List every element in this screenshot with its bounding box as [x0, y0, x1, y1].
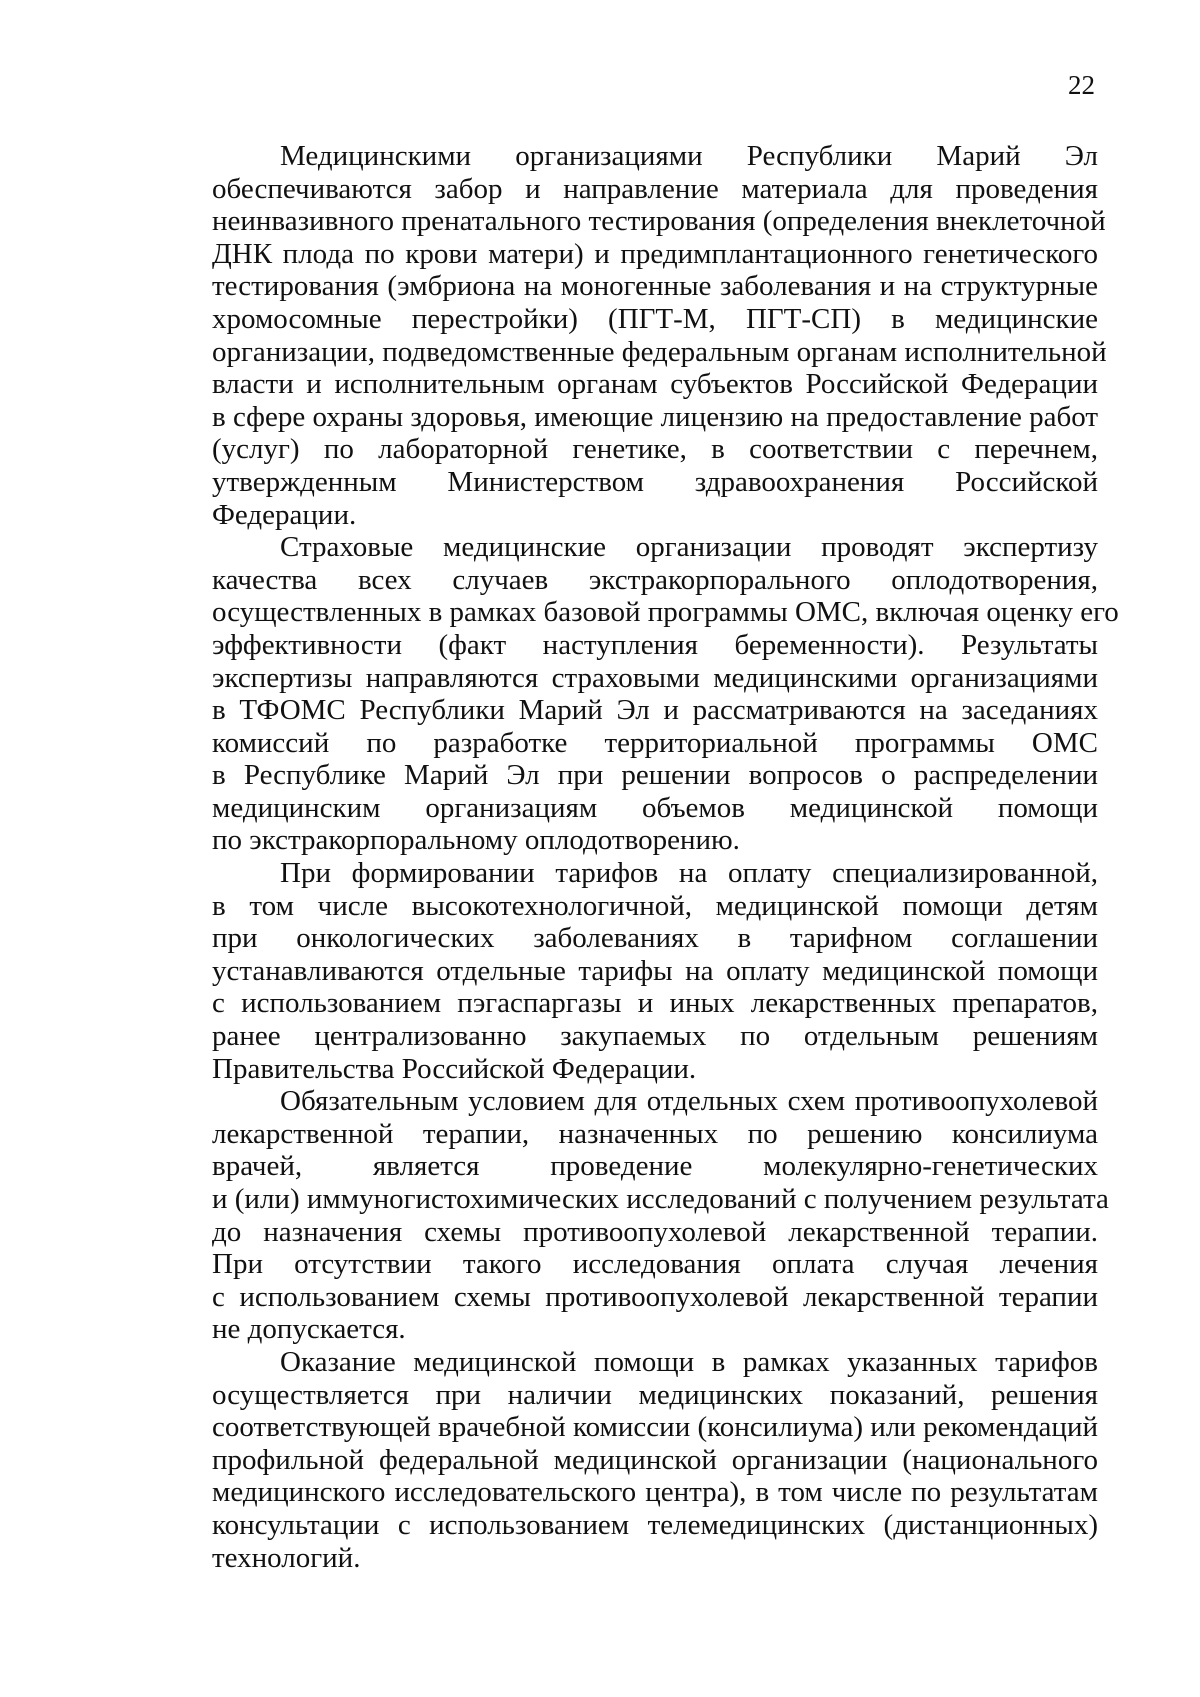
text-line: при онкологических заболеваниях в тарифном соглашении	[212, 922, 1098, 955]
text-line: профильной федеральной медицинской организации (национального	[212, 1443, 1098, 1476]
text-line: соответствующей врачебной комиссии (консилиума) или рекомендаций	[212, 1411, 1098, 1444]
text-line: с использованием пэгаспаргазы и иных лекарственных препаратов,	[212, 987, 1098, 1020]
text-line: Медицинскими организациями Республики Марий Эл	[280, 140, 1098, 172]
text-line: Страховые медицинские организации проводят экспертизу	[280, 531, 1098, 564]
text-line: (услуг) по лабораторной генетике, в соответствии с перечнем,	[212, 433, 1098, 466]
text-line: осуществленных в рамках базовой программы ОМС, включая оценку его	[212, 596, 1119, 629]
text-line: и (или) иммуногистохимических исследований с получением результата	[212, 1183, 1109, 1215]
paragraph	[212, 140, 1107, 531]
text-line: в ТФОМС Республики Марий Эл и рассматриваются на заседаниях	[212, 694, 1098, 727]
text-line: тестирования (эмбриона на моногенные заболевания и на структурные	[212, 270, 1098, 303]
text-line: Правительства Российской Федерации.	[212, 1052, 697, 1085]
text-line: в том числе высокотехнологичной, медицинской помощи детям	[212, 889, 1098, 922]
text-line: до назначения схемы противоопухолевой лекарственной терапии.	[212, 1215, 1098, 1248]
text-line: устанавливаются отдельные тарифы на оплату медицинской помощи	[212, 954, 1098, 987]
text-line: хромосомные перестройки) (ПГТ-М, ПГТ-СП) в медицинские	[212, 302, 1098, 335]
text-line: При отсутствии такого исследования оплата случая лечения	[212, 1248, 1098, 1281]
text-line: ДНК плода по крови матери) и предимплантационного генетического	[212, 237, 1098, 270]
text-line: Обязательным условием для отдельных схем противоопухолевой	[280, 1085, 1098, 1118]
page-number: 22	[1068, 70, 1095, 100]
text-line: осуществляется при наличии медицинских показаний, решения	[212, 1378, 1098, 1411]
text-line: обеспечиваются забор и направление материала для проведения	[212, 172, 1098, 205]
text-line: ранее централизованно закупаемых по отдельным решениям	[212, 1020, 1098, 1053]
text-line: консультации с использованием телемедицинских (дистанционных)	[212, 1508, 1098, 1541]
paragraph	[212, 1085, 1109, 1346]
text-line: комиссий по разработке территориальной программы ОМС	[212, 726, 1098, 759]
text-line: При формировании тарифов на оплату специализированной,	[280, 857, 1098, 890]
text-line: лекарственной терапии, назначенных по решению консилиума	[212, 1117, 1098, 1150]
paragraph	[212, 1346, 1098, 1574]
document-body	[212, 140, 1119, 1574]
text-line: не допускается.	[212, 1313, 406, 1346]
text-line: Федерации.	[212, 498, 357, 531]
text-line: качества всех случаев экстракорпорального оплодотворения,	[212, 563, 1098, 596]
text-line: экспертизы направляются страховыми медицинскими организациями	[212, 661, 1098, 694]
text-line: неинвазивного пренатального тестирования (определения внеклеточной	[212, 205, 1106, 238]
text-line: врачей, является проведение молекулярно-генетических	[212, 1150, 1098, 1183]
text-line: в сфере охраны здоровья, имеющие лицензию на предоставление работ	[212, 400, 1099, 433]
text-line: эффективности (факт наступления беременности). Результаты	[212, 628, 1098, 661]
text-line: организации, подведомственные федеральным органам исполнительной	[212, 335, 1107, 368]
text-line: Оказание медицинской помощи в рамках указанных тарифов	[280, 1345, 1098, 1378]
text-line: с использованием схемы противоопухолевой лекарственной терапии	[212, 1280, 1098, 1313]
text-line: в Республике Марий Эл при решении вопросов о распределении	[212, 759, 1098, 792]
text-line: власти и исполнительным органам субъектов Российской Федерации	[212, 368, 1098, 401]
paragraph	[212, 857, 1098, 1085]
text-line: утвержденным Министерством здравоохранения Российской	[212, 465, 1098, 498]
text-line: по экстракорпоральному оплодотворению.	[212, 824, 740, 857]
text-line: технологий.	[212, 1541, 361, 1574]
text-line: медицинского исследовательского центра), в том числе по результатам	[212, 1476, 1098, 1509]
paragraph	[212, 531, 1119, 857]
text-line: медицинским организациям объемов медицинской помощи	[212, 791, 1098, 824]
